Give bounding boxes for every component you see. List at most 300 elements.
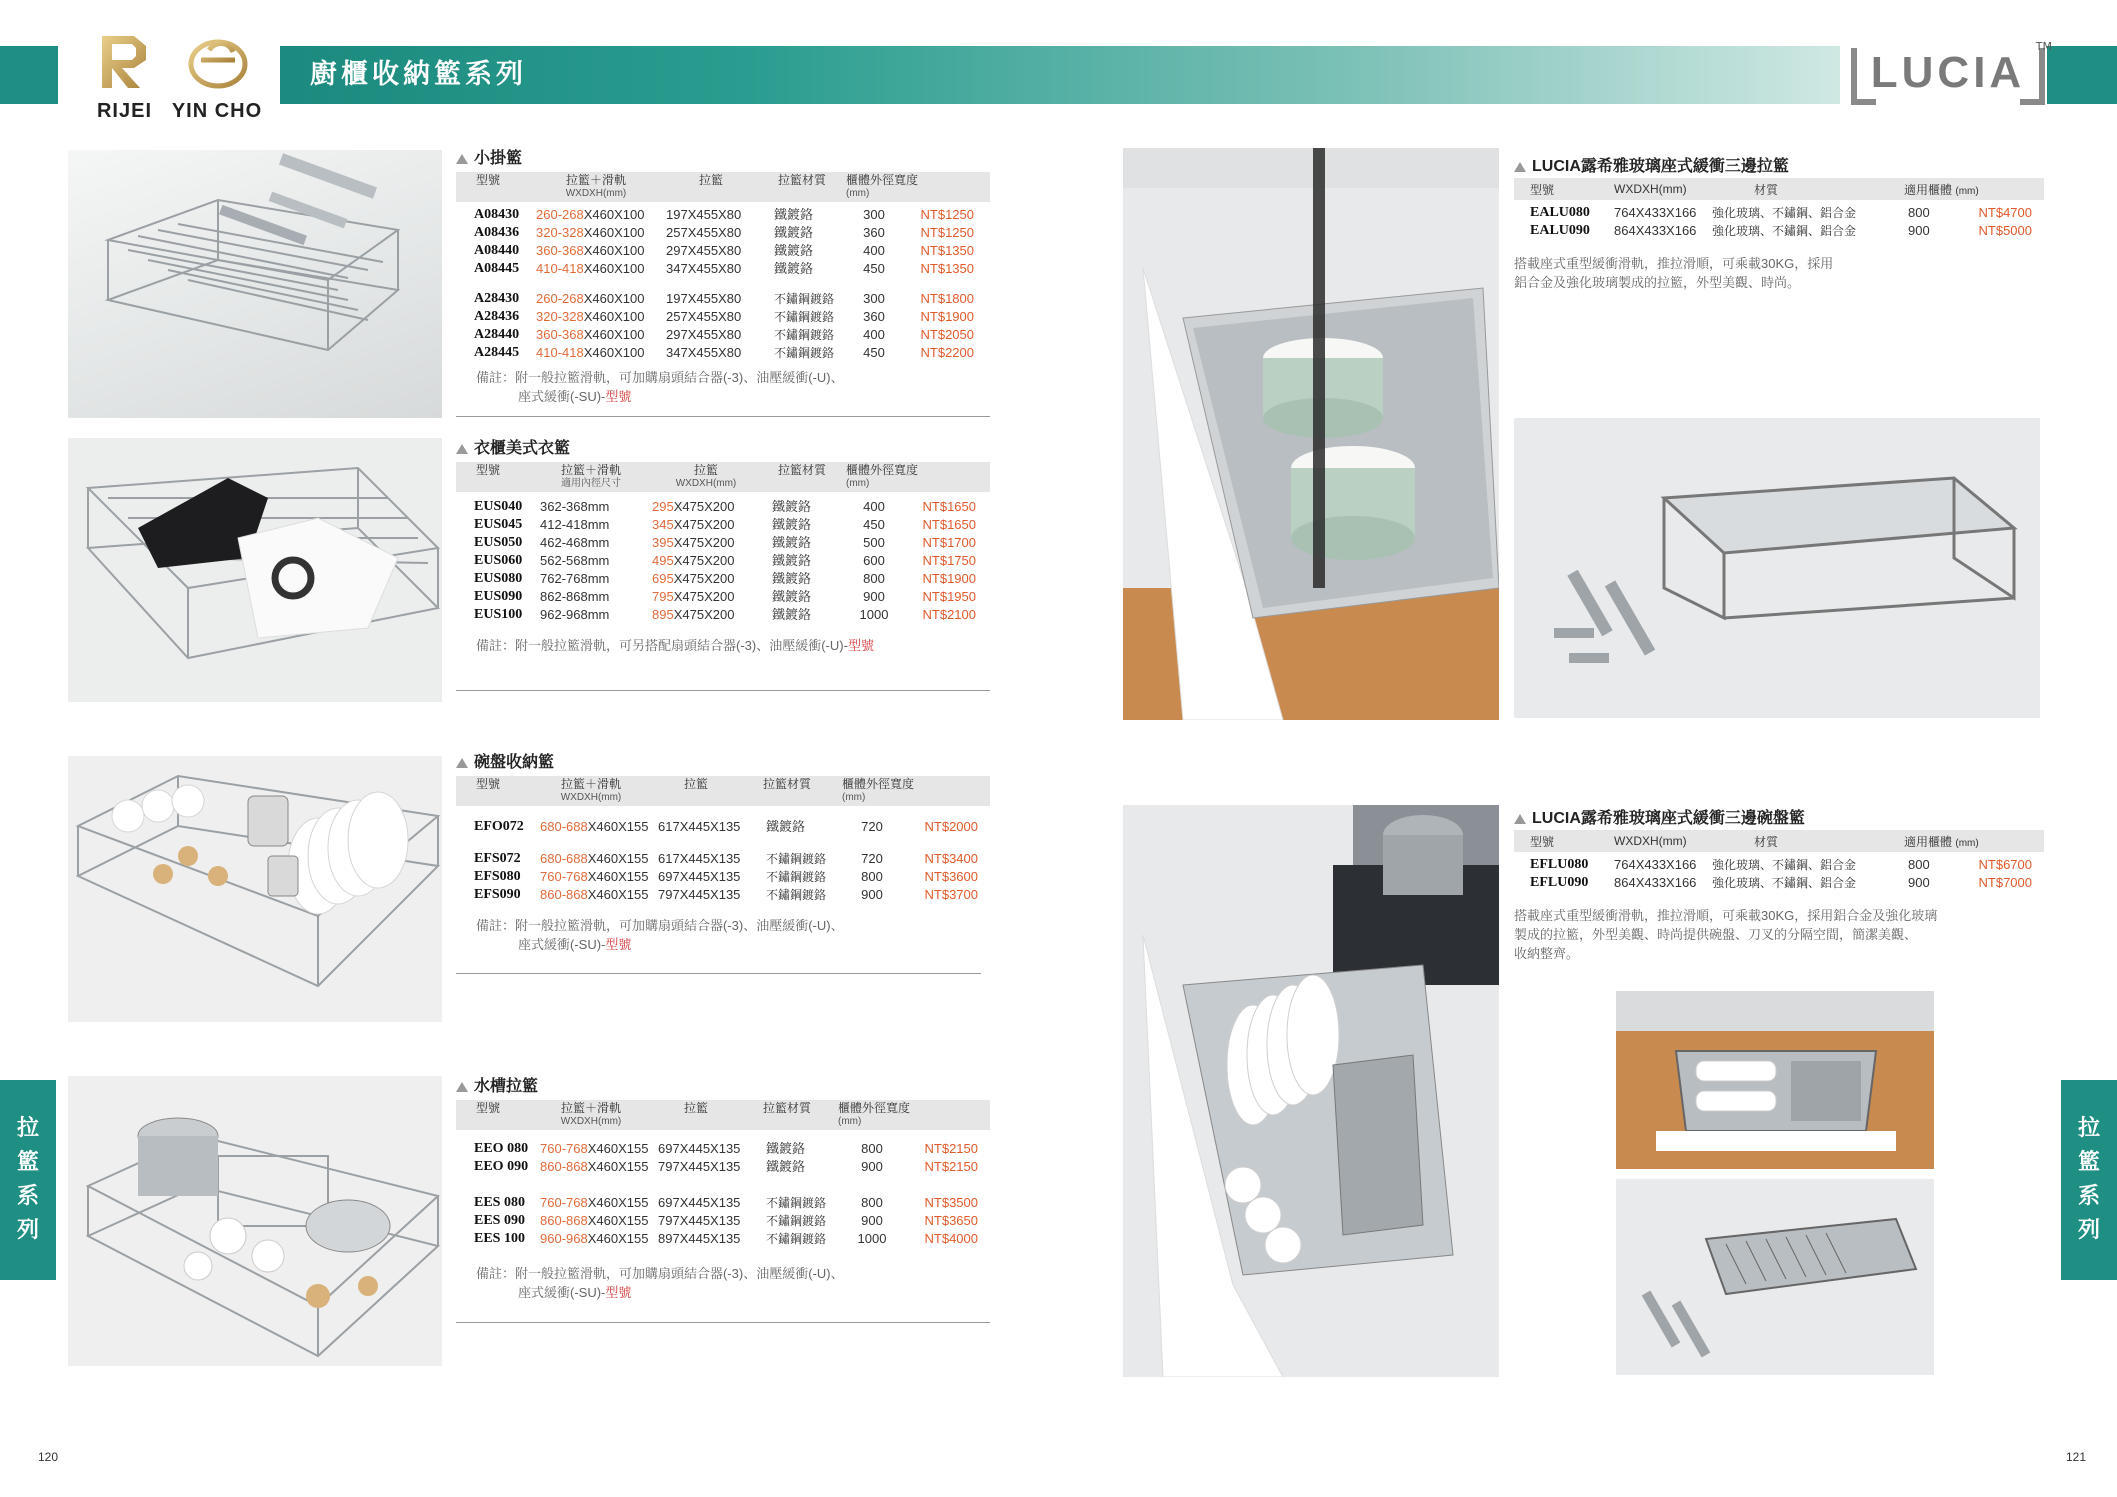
material-cell: 鐵鍍鉻 xyxy=(772,571,812,586)
model-cell: EFS080 xyxy=(474,869,521,884)
range-value: 395 xyxy=(652,535,674,550)
col-rail-label: 拉籃＋滑軌 xyxy=(560,777,621,791)
model-cell: A28440 xyxy=(474,327,520,342)
rail-cell xyxy=(536,1194,658,1212)
material-cell: 不鏽鋼鍍鉻 xyxy=(766,1196,827,1210)
width-cell: 800 xyxy=(861,1141,883,1156)
sink-basket-photo xyxy=(68,1076,442,1366)
basket-cell: 697X445X135 xyxy=(658,1195,741,1210)
inner-size-cell: 412-418mm xyxy=(540,517,610,532)
inner-size-cell: 962-968mm xyxy=(540,607,610,622)
header-accent-right xyxy=(2047,46,2117,104)
table-row xyxy=(456,224,990,242)
range-value: 860-868 xyxy=(540,1159,588,1174)
side-tab-char: 列 xyxy=(16,1218,39,1243)
rijei-brand-text: RIJEI xyxy=(96,100,153,122)
material-cell: 不鏽鋼鍍鉻 xyxy=(766,1232,827,1246)
width-cell: 800 xyxy=(861,869,883,884)
range-value: 410-418 xyxy=(536,261,584,276)
range-value: 760-768 xyxy=(540,869,588,884)
col-width-label: 櫃體外徑寬度 xyxy=(838,1101,911,1115)
material-cell: 不鏽鋼鍍鉻 xyxy=(774,310,835,324)
col-rail-unit: WXDXH(mm) xyxy=(560,1116,622,1127)
note-line xyxy=(476,1283,990,1302)
range-value: 860-868 xyxy=(540,887,588,902)
model-cell: EES 090 xyxy=(474,1213,525,1228)
size-cell: 864X433X166 xyxy=(1614,223,1697,238)
col-width-label: 櫃體外徑寬度 xyxy=(842,777,915,791)
section-title-text: 碗盤收納籃 xyxy=(474,754,555,771)
lucia-dish-product-photo xyxy=(1616,1179,1934,1375)
width-cell: 450 xyxy=(863,345,885,360)
brand-logos xyxy=(82,28,267,123)
width-cell: 720 xyxy=(861,819,883,834)
model-cell: EFLU080 xyxy=(1530,857,1589,872)
price-cell: NT$6700 xyxy=(1978,857,2032,872)
width-cell: 400 xyxy=(863,243,885,258)
side-tab-char: 拉 xyxy=(16,1116,39,1141)
size-value: X460X155 xyxy=(587,1231,649,1246)
description-line: 製成的拉籃，外型美觀、時尚提供碗盤、刀叉的分隔空間，簡潔美觀、 xyxy=(1514,927,1918,942)
size-value: X460X100 xyxy=(583,207,645,222)
rail-cell xyxy=(536,260,658,278)
note xyxy=(456,368,990,406)
rail-cell xyxy=(536,344,658,362)
inner-size-cell: 462-468mm xyxy=(540,535,610,550)
table-header xyxy=(1514,178,2044,200)
lucia-basket-section xyxy=(1514,156,2044,292)
material-cell: 鐵鍍鉻 xyxy=(772,499,812,514)
material-cell: 鐵鍍鉻 xyxy=(772,607,812,622)
side-tab-char: 系 xyxy=(2077,1184,2100,1209)
note-line: 備註：附一般拉籃滑軌，可加購扇頭結合器(-3)、油壓緩衝(-U)、 xyxy=(476,370,844,385)
rail-cell xyxy=(536,886,658,904)
basket-cell: 257X455X80 xyxy=(666,309,742,324)
note-highlight: 型號 xyxy=(605,389,632,404)
col-rail xyxy=(536,464,646,490)
model-cell: EES 080 xyxy=(474,1195,525,1210)
note-text: 座式緩衝(-SU)- xyxy=(518,1285,606,1300)
price-cell: NT$3650 xyxy=(924,1213,978,1228)
price-cell: NT$1350 xyxy=(920,243,974,258)
width-cell: 900 xyxy=(861,887,883,902)
model-cell: EEO 090 xyxy=(474,1159,529,1174)
side-tab-char: 籃 xyxy=(16,1150,39,1175)
size-value: X460X100 xyxy=(583,243,645,258)
basket-cell: 697X445X135 xyxy=(658,869,741,884)
lucia-drawer-photo xyxy=(1123,148,1499,720)
table-row xyxy=(456,1230,990,1248)
table-row xyxy=(456,344,990,362)
material-cell: 鐵鍍鉻 xyxy=(766,1159,806,1174)
material-cell: 強化玻璃、不鏽鋼、鋁合金 xyxy=(1712,858,1857,872)
col-basket: 拉籃 xyxy=(698,173,723,187)
range-value: 795 xyxy=(652,589,674,604)
material-cell: 強化玻璃、不鏽鋼、鋁合金 xyxy=(1712,876,1857,890)
rail-cell xyxy=(536,290,658,308)
triangle-icon xyxy=(1514,162,1526,172)
rail-cell xyxy=(536,1212,658,1230)
note-highlight: 型號 xyxy=(605,937,632,952)
basket-cell: 617X445X135 xyxy=(658,851,741,866)
col-size: WXDXH(mm) xyxy=(1614,182,1687,196)
price-cell: NT$1750 xyxy=(922,553,976,568)
col-model: 型號 xyxy=(1530,182,1555,197)
size-value: X460X155 xyxy=(587,887,649,902)
col-width xyxy=(1884,181,2034,198)
price-cell: NT$5000 xyxy=(1978,223,2032,238)
price-cell: NT$1800 xyxy=(920,291,974,306)
col-width-unit: (mm) xyxy=(1955,837,1979,849)
range-value: 895 xyxy=(652,607,674,622)
basket-cell: 347X455X80 xyxy=(666,345,742,360)
price-cell: NT$4000 xyxy=(924,1231,978,1246)
price-cell: NT$1650 xyxy=(922,499,976,514)
basket-cell: 297X455X80 xyxy=(666,243,742,258)
col-basket-unit: WXDXH(mm) xyxy=(675,478,737,489)
divider xyxy=(456,416,990,417)
col-material: 材質 xyxy=(1754,834,1779,849)
model-cell: EEO 080 xyxy=(474,1141,529,1156)
col-model: 型號 xyxy=(476,173,501,187)
basket-cell: 297X455X80 xyxy=(666,327,742,342)
material-cell: 鐵鍍鉻 xyxy=(772,589,812,604)
col-width-label: 適用櫃體 xyxy=(1904,182,1953,197)
basket-cell: 797X445X135 xyxy=(658,1213,741,1228)
size-value: X460X155 xyxy=(587,1213,649,1228)
table-header xyxy=(456,776,990,806)
width-cell: 400 xyxy=(863,499,885,514)
price-cell: NT$4700 xyxy=(1978,205,2032,220)
section-title xyxy=(456,752,990,774)
col-width xyxy=(828,778,928,804)
dish-basket-photo xyxy=(68,756,442,1022)
col-basket-label: 拉籃 xyxy=(693,463,718,477)
basket-cell xyxy=(652,570,764,588)
model-cell: A08436 xyxy=(474,225,520,240)
size-cell: 764X433X166 xyxy=(1614,205,1697,220)
description-line: 搭載座式重型緩衝滑軌，推拉滑順，可乘載30KG，採用 xyxy=(1514,256,1834,271)
sink-basket-section xyxy=(456,1076,990,1302)
table-row xyxy=(456,818,990,836)
basket-cell xyxy=(652,606,764,624)
price-cell: NT$7000 xyxy=(1978,875,2032,890)
rail-cell xyxy=(536,1158,658,1176)
basket-cell: 897X445X135 xyxy=(658,1231,741,1246)
basket-cell: 617X445X135 xyxy=(658,819,741,834)
price-cell: NT$2000 xyxy=(924,819,978,834)
col-width-unit: (mm) xyxy=(846,478,870,489)
rijei-logo xyxy=(82,28,167,123)
price-cell: NT$3600 xyxy=(924,869,978,884)
yincho-brand-text: YIN CHO xyxy=(171,100,263,122)
table-header xyxy=(456,1100,990,1130)
price-cell: NT$1250 xyxy=(920,225,974,240)
table-header xyxy=(456,462,990,492)
table-group xyxy=(456,290,990,362)
rail-cell xyxy=(536,206,658,224)
col-size: WXDXH(mm) xyxy=(1614,834,1687,848)
range-value: 360-368 xyxy=(536,327,584,342)
range-value: 860-868 xyxy=(540,1213,588,1228)
header-accent-left xyxy=(0,46,58,104)
description-line: 鋁合金及強化玻璃製成的拉籃，外型美觀、時尚。 xyxy=(1514,275,1801,290)
col-width xyxy=(838,464,938,490)
material-cell: 鐵鍍鉻 xyxy=(772,535,812,550)
basket-cell xyxy=(652,498,764,516)
size-value: X460X100 xyxy=(583,261,645,276)
table-group xyxy=(456,1140,990,1176)
note xyxy=(456,916,990,954)
rail-cell xyxy=(536,1140,658,1158)
table-row xyxy=(456,260,990,278)
range-value: 960-968 xyxy=(540,1231,588,1246)
model-cell: EFO072 xyxy=(474,819,524,834)
table-row xyxy=(1514,204,2044,222)
table-group xyxy=(456,1194,990,1248)
col-rail xyxy=(536,778,646,804)
price-cell: NT$1700 xyxy=(922,535,976,550)
width-cell: 1000 xyxy=(857,1231,887,1246)
col-width-label: 適用櫃體 xyxy=(1904,834,1953,849)
range-value: 760-768 xyxy=(540,1195,588,1210)
col-rail-label: 拉籃＋滑軌 xyxy=(560,463,621,477)
size-value: X460X155 xyxy=(587,819,649,834)
width-cell: 360 xyxy=(863,225,885,240)
price-cell: NT$2150 xyxy=(924,1159,978,1174)
page-number-left: 120 xyxy=(38,1450,59,1464)
note-text: 備註：附一般拉籃滑軌，可另搭配扇頭結合器(-3)、油壓緩衝(-U)- xyxy=(476,638,848,653)
table-group xyxy=(456,498,990,624)
basket-cell: 797X445X135 xyxy=(658,887,741,902)
col-width-unit: (mm) xyxy=(1955,185,1979,197)
range-value: 695 xyxy=(652,571,674,586)
price-cell: NT$3400 xyxy=(924,851,978,866)
table-row xyxy=(456,868,990,886)
yincho-logo-icon xyxy=(187,30,249,92)
side-tab-right xyxy=(2061,1080,2117,1280)
range-value: 495 xyxy=(652,553,674,568)
triangle-icon xyxy=(1514,814,1526,824)
model-cell: EALU090 xyxy=(1530,223,1590,238)
table-row xyxy=(456,1212,990,1230)
model-cell: EUS080 xyxy=(474,571,523,586)
rail-cell xyxy=(536,224,658,242)
triangle-icon xyxy=(456,154,468,164)
section-title-text: LUCIA露希雅玻璃座式緩衝三邊碗盤籃 xyxy=(1532,810,1805,827)
model-cell: A08440 xyxy=(474,243,520,258)
width-cell: 360 xyxy=(863,309,885,324)
side-tab-char: 籃 xyxy=(2077,1150,2100,1175)
table-row xyxy=(456,850,990,868)
inner-size-cell: 862-868mm xyxy=(540,589,610,604)
table-row xyxy=(456,570,990,588)
model-cell: EUS045 xyxy=(474,517,523,532)
size-value: X460X155 xyxy=(587,869,649,884)
lucia-dish-section xyxy=(1514,808,2044,963)
width-cell: 300 xyxy=(863,207,885,222)
note-line xyxy=(476,387,990,406)
range-value: 345 xyxy=(652,517,674,532)
range-value: 760-768 xyxy=(540,1141,588,1156)
inner-size-cell: 362-368mm xyxy=(540,499,610,514)
inner-size-cell: 762-768mm xyxy=(540,571,610,586)
note-text: 座式緩衝(-SU)- xyxy=(518,389,606,404)
section-title xyxy=(456,438,990,460)
note-highlight: 型號 xyxy=(605,1285,632,1300)
rail-cell xyxy=(536,1230,658,1248)
col-width xyxy=(828,1102,928,1128)
rail-cell xyxy=(536,850,658,868)
model-cell: EES 100 xyxy=(474,1231,525,1246)
section-title xyxy=(1514,808,2044,830)
model-cell: EUS090 xyxy=(474,589,523,604)
size-value: X460X155 xyxy=(587,1141,649,1156)
lucia-logo xyxy=(1848,40,2052,108)
col-width xyxy=(1884,833,2034,850)
side-tab-left xyxy=(0,1080,56,1280)
basket-cell: 257X455X80 xyxy=(666,225,742,240)
col-material: 拉籃材質 xyxy=(777,463,826,477)
lucia-logo-text: LUCIA xyxy=(1870,48,2026,97)
size-value: X475X200 xyxy=(673,535,735,550)
width-cell: 800 xyxy=(863,571,885,586)
width-cell: 900 xyxy=(861,1159,883,1174)
basket-cell xyxy=(652,552,764,570)
material-cell: 鐵鍍鉻 xyxy=(774,261,814,276)
width-cell: 800 xyxy=(1908,205,1930,220)
lucia-basket-product-photo xyxy=(1514,418,2040,718)
rijei-logo-icon xyxy=(94,30,156,92)
size-value: X460X100 xyxy=(583,225,645,240)
col-width-unit: (mm) xyxy=(842,792,866,803)
size-value: X460X100 xyxy=(583,345,645,360)
price-cell: NT$2200 xyxy=(920,345,974,360)
table-row xyxy=(456,242,990,260)
range-value: 260-268 xyxy=(536,207,584,222)
range-value: 320-328 xyxy=(536,309,584,324)
table-row xyxy=(456,1194,990,1212)
rail-cell xyxy=(536,818,658,836)
model-cell: EUS100 xyxy=(474,607,523,622)
material-cell: 鐵鍍鉻 xyxy=(766,1141,806,1156)
table-row xyxy=(456,516,990,534)
table-row xyxy=(456,290,990,308)
material-cell: 不鏽鋼鍍鉻 xyxy=(774,292,835,306)
note-highlight: 型號 xyxy=(847,638,874,653)
col-width-unit: (mm) xyxy=(846,188,870,199)
material-cell: 不鏽鋼鍍鉻 xyxy=(766,870,827,884)
material-cell: 鐵鍍鉻 xyxy=(774,207,814,222)
model-cell: EALU080 xyxy=(1530,205,1590,220)
section-title xyxy=(1514,156,2044,178)
price-cell: NT$3700 xyxy=(924,887,978,902)
table-row xyxy=(456,588,990,606)
hanging-basket-photo xyxy=(68,150,442,418)
col-inner-size: 適用內徑尺寸 xyxy=(561,478,621,489)
size-value: X475X200 xyxy=(673,571,735,586)
width-cell: 450 xyxy=(863,261,885,276)
basket-cell: 797X445X135 xyxy=(658,1159,741,1174)
model-cell: A28445 xyxy=(474,345,520,360)
basket-cell: 197X455X80 xyxy=(666,207,742,222)
table-group xyxy=(456,206,990,278)
model-cell: EUS060 xyxy=(474,553,523,568)
note-line xyxy=(476,935,990,954)
model-cell: EUS040 xyxy=(474,499,523,514)
basket-cell xyxy=(652,534,764,552)
section-title xyxy=(456,1076,990,1098)
table-row xyxy=(456,552,990,570)
width-cell: 800 xyxy=(861,1195,883,1210)
note-text: 座式緩衝(-SU)- xyxy=(518,937,606,952)
range-value: 410-418 xyxy=(536,345,584,360)
material-cell: 不鏽鋼鍍鉻 xyxy=(774,328,835,342)
col-model: 型號 xyxy=(476,777,501,791)
width-cell: 400 xyxy=(863,327,885,342)
inner-size-cell: 562-568mm xyxy=(540,553,610,568)
basket-cell: 697X445X135 xyxy=(658,1141,741,1156)
material-cell: 鐵鍍鉻 xyxy=(774,225,814,240)
size-value: X460X155 xyxy=(587,1159,649,1174)
description xyxy=(1514,254,2044,292)
size-value: X475X200 xyxy=(673,553,735,568)
material-cell: 鐵鍍鉻 xyxy=(772,517,812,532)
triangle-icon xyxy=(456,444,468,454)
table-header xyxy=(456,172,990,202)
width-cell: 600 xyxy=(863,553,885,568)
wardrobe-basket-section xyxy=(456,438,990,655)
col-model: 型號 xyxy=(1530,834,1555,849)
table-row xyxy=(456,326,990,344)
yincho-logo xyxy=(167,28,267,123)
range-value: 260-268 xyxy=(536,291,584,306)
width-cell: 450 xyxy=(863,517,885,532)
lucia-trademark: TM xyxy=(2035,40,2052,53)
wardrobe-basket-photo xyxy=(68,438,442,702)
width-cell: 900 xyxy=(1908,223,1930,238)
note-line: 備註：附一般拉籃滑軌，可加購扇頭結合器(-3)、油壓緩衝(-U)、 xyxy=(476,1266,844,1281)
side-tab-char: 系 xyxy=(16,1184,39,1209)
model-cell: EFLU090 xyxy=(1530,875,1589,890)
col-width-unit: (mm) xyxy=(838,1116,862,1127)
material-cell: 強化玻璃、不鏽鋼、鋁合金 xyxy=(1712,206,1857,220)
table-row xyxy=(1514,874,2044,892)
material-cell: 不鏽鋼鍍鉻 xyxy=(766,1214,827,1228)
description xyxy=(1514,906,2044,963)
width-cell: 900 xyxy=(1908,875,1930,890)
price-cell: NT$2150 xyxy=(924,1141,978,1156)
price-cell: NT$2050 xyxy=(920,327,974,342)
col-width-label: 櫃體外徑寬度 xyxy=(846,463,919,477)
material-cell: 不鏽鋼鍍鉻 xyxy=(774,346,835,360)
basket-cell xyxy=(652,516,764,534)
size-cell: 764X433X166 xyxy=(1614,857,1697,872)
description-line: 搭載座式重型緩衝滑軌，推拉滑順，可乘載30KG，採用鋁合金及強化玻璃 xyxy=(1514,908,1938,923)
note-line: 備註：附一般拉籃滑軌，可加購扇頭結合器(-3)、油壓緩衝(-U)、 xyxy=(476,918,844,933)
col-material: 拉籃材質 xyxy=(777,173,826,187)
col-basket xyxy=(646,464,766,490)
col-basket: 拉籃 xyxy=(683,777,708,791)
table-row xyxy=(456,308,990,326)
page-title: 廚櫃收納籃系列 xyxy=(310,59,527,90)
width-cell: 900 xyxy=(861,1213,883,1228)
page-number-right: 121 xyxy=(2066,1450,2087,1464)
range-value: 680-688 xyxy=(540,851,588,866)
side-tab-char: 列 xyxy=(2077,1218,2100,1243)
rail-cell xyxy=(536,242,658,260)
price-cell: NT$1250 xyxy=(920,207,974,222)
